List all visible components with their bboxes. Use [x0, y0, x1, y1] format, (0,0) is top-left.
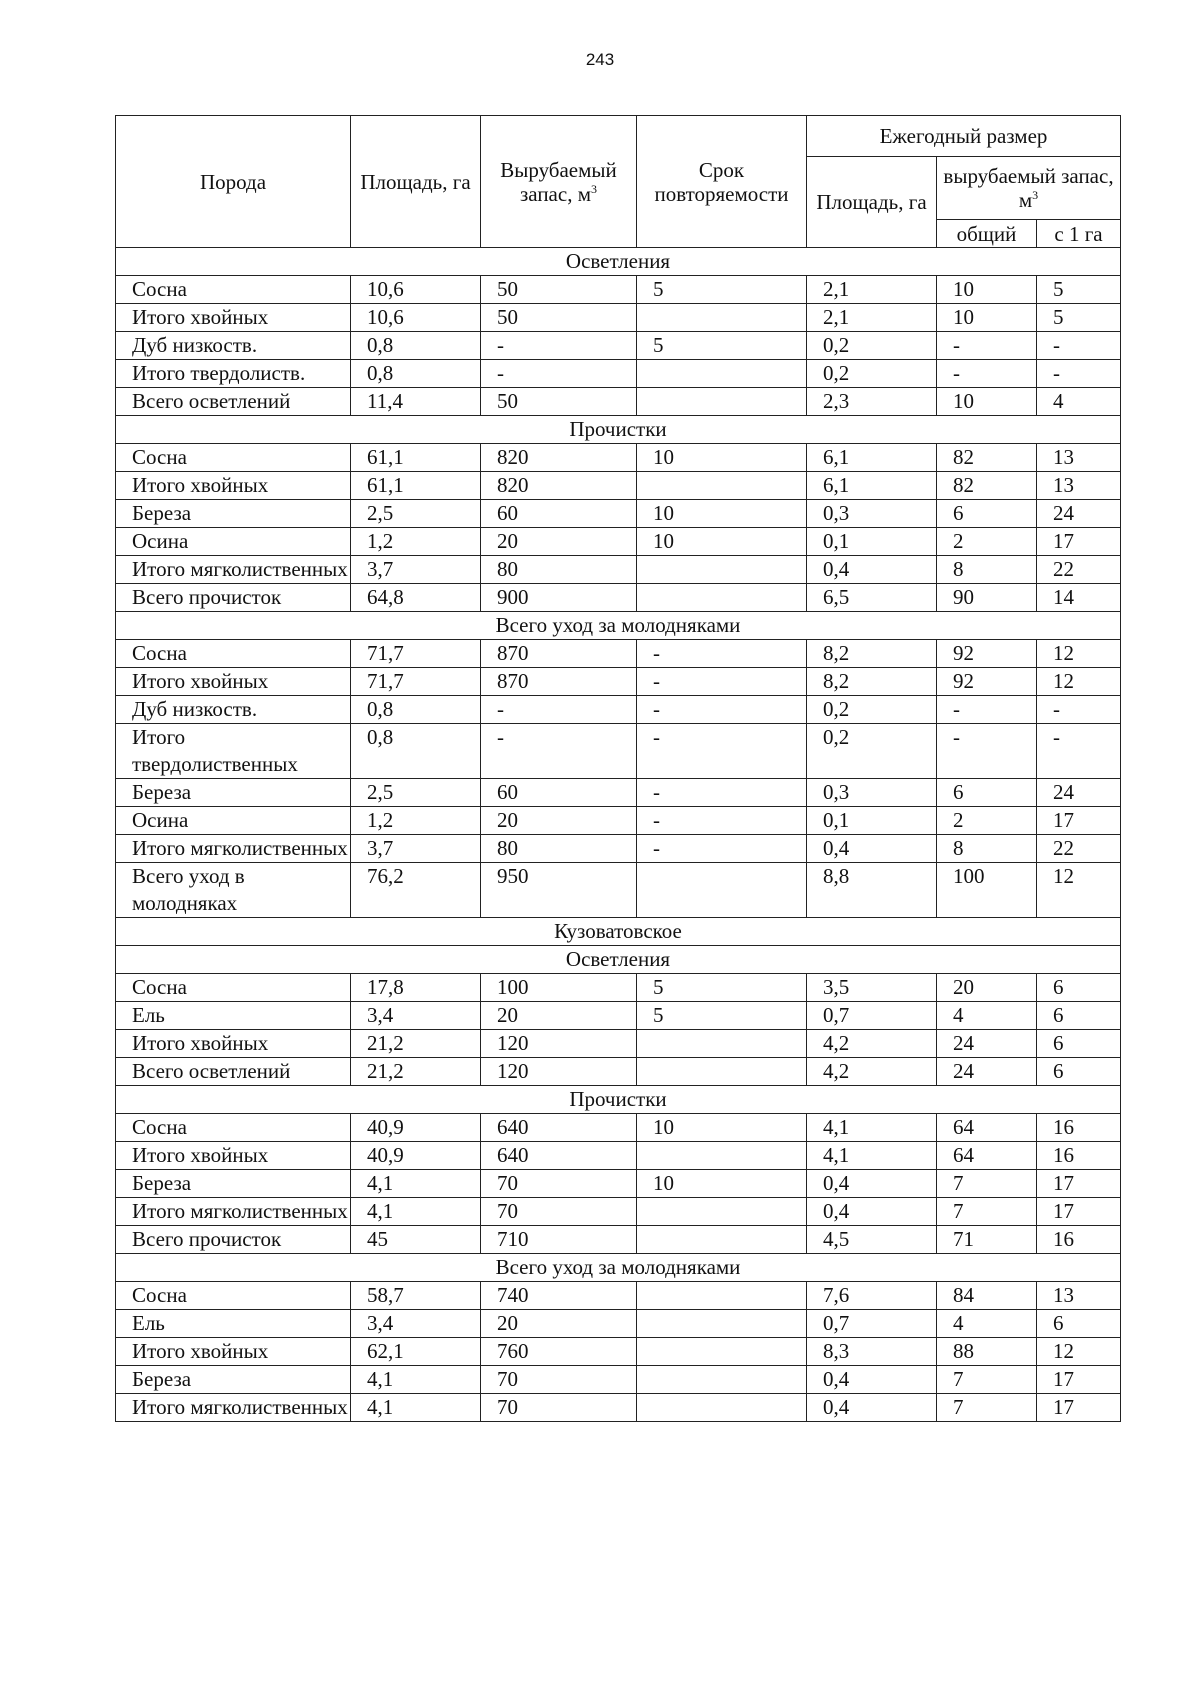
table-row	[116, 1030, 1121, 1058]
table-cell: 0,1	[807, 807, 937, 835]
table-cell: 4	[937, 1002, 1037, 1030]
table-cell: 17	[1037, 1366, 1121, 1394]
table-row	[116, 1226, 1121, 1254]
table-cell: 4,1	[351, 1394, 481, 1422]
table-cell: 71,7	[351, 668, 481, 696]
table-cell: Дуб низкоств.	[116, 332, 351, 360]
table-cell: 5	[637, 332, 807, 360]
table-cell: 17	[1037, 528, 1121, 556]
table-cell: 64,8	[351, 584, 481, 612]
table-cell: 6,1	[807, 472, 937, 500]
table-cell: 50	[481, 276, 637, 304]
table-cell	[637, 1310, 807, 1338]
table-cell: 3,4	[351, 1002, 481, 1030]
table-cell: -	[481, 332, 637, 360]
table-cell: 900	[481, 584, 637, 612]
section-title: Всего уход за молодняками	[116, 1254, 1121, 1282]
section-title: Кузоватовское	[116, 918, 1121, 946]
table-cell: 8,3	[807, 1338, 937, 1366]
table-row	[116, 807, 1121, 835]
table-cell: 2,1	[807, 276, 937, 304]
table-cell: 50	[481, 304, 637, 332]
table-cell: 4,2	[807, 1058, 937, 1086]
table-cell: 90	[937, 584, 1037, 612]
table-cell: 20	[481, 528, 637, 556]
table-cell: -	[637, 835, 807, 863]
table-cell	[637, 1030, 807, 1058]
table-cell: 12	[1037, 1338, 1121, 1366]
table-cell: 8	[937, 835, 1037, 863]
table-cell: Сосна	[116, 276, 351, 304]
table-cell: Итого твердолиств.	[116, 360, 351, 388]
table-cell: -	[637, 779, 807, 807]
table-cell: Береза	[116, 1366, 351, 1394]
table-cell: 4	[937, 1310, 1037, 1338]
table-row	[116, 444, 1121, 472]
table-cell: Итого хвойных	[116, 304, 351, 332]
table-cell: -	[937, 332, 1037, 360]
table-cell: -	[1037, 696, 1121, 724]
table-cell: 10	[637, 528, 807, 556]
table-cell: 61,1	[351, 472, 481, 500]
table-cell: 7	[937, 1170, 1037, 1198]
table-cell: 6	[1037, 1058, 1121, 1086]
table-cell: 2,5	[351, 779, 481, 807]
table-cell: 0,2	[807, 696, 937, 724]
header-zapas-sub-sup: 3	[1032, 188, 1039, 202]
header-zapas-sup: 3	[591, 181, 597, 196]
table-cell: Всего осветлений	[116, 1058, 351, 1086]
header-zapas-text: Вырубаемый запас, м	[500, 157, 617, 206]
table-cell: 8,8	[807, 863, 937, 918]
table-cell: -	[637, 668, 807, 696]
section-title: Осветления	[116, 946, 1121, 974]
table-cell: 80	[481, 835, 637, 863]
table-cell: 4,1	[351, 1170, 481, 1198]
table-cell: 0,7	[807, 1002, 937, 1030]
table-cell: Осина	[116, 807, 351, 835]
table-cell: Всего уход в молодняках	[116, 863, 351, 918]
table-cell: Сосна	[116, 1114, 351, 1142]
section-row	[116, 416, 1121, 444]
table-cell: 6	[1037, 1310, 1121, 1338]
table-cell: -	[481, 696, 637, 724]
table-row	[116, 1310, 1121, 1338]
table-cell: 5	[637, 974, 807, 1002]
table-cell: 92	[937, 640, 1037, 668]
table-row	[116, 1366, 1121, 1394]
table-cell: 16	[1037, 1114, 1121, 1142]
table-cell: 6	[1037, 974, 1121, 1002]
table-cell: 0,8	[351, 724, 481, 779]
table-cell: Береза	[116, 500, 351, 528]
table-cell: 92	[937, 668, 1037, 696]
table-body	[116, 248, 1121, 1422]
table-cell: 70	[481, 1366, 637, 1394]
table-cell: 0,4	[807, 1394, 937, 1422]
table-cell: 6	[937, 500, 1037, 528]
table-cell: 40,9	[351, 1142, 481, 1170]
table-cell: -	[1037, 360, 1121, 388]
table-cell: 820	[481, 444, 637, 472]
table-cell: 710	[481, 1226, 637, 1254]
table-cell: 70	[481, 1170, 637, 1198]
table-cell	[637, 584, 807, 612]
table-cell: 7,6	[807, 1282, 937, 1310]
table-cell: 12	[1037, 640, 1121, 668]
table-cell: 3,7	[351, 835, 481, 863]
table-cell: Итого твердолиственных	[116, 724, 351, 779]
table-row	[116, 1338, 1121, 1366]
table-cell: 45	[351, 1226, 481, 1254]
table-cell: Дуб низкоств.	[116, 696, 351, 724]
table-cell: Итого хвойных	[116, 1142, 351, 1170]
table-row	[116, 1114, 1121, 1142]
table-cell: Ель	[116, 1310, 351, 1338]
table-row	[116, 835, 1121, 863]
table-cell: 20	[481, 1002, 637, 1030]
table-cell: 17	[1037, 1394, 1121, 1422]
table-cell: 0,8	[351, 360, 481, 388]
table-cell: Сосна	[116, 1282, 351, 1310]
table-row	[116, 640, 1121, 668]
table-cell: 20	[481, 807, 637, 835]
table-cell: 50	[481, 388, 637, 416]
table-cell: 11,4	[351, 388, 481, 416]
table-cell: 6	[937, 779, 1037, 807]
table-cell	[637, 1282, 807, 1310]
table-cell: 62,1	[351, 1338, 481, 1366]
table-cell: 4,1	[351, 1198, 481, 1226]
table-cell: 4,1	[807, 1142, 937, 1170]
table-cell: 6,5	[807, 584, 937, 612]
table-cell	[637, 360, 807, 388]
table-cell: 640	[481, 1142, 637, 1170]
table-cell	[637, 1338, 807, 1366]
table-cell: -	[481, 360, 637, 388]
header-srok: Срок повторяемости	[637, 116, 807, 248]
table-cell: 70	[481, 1198, 637, 1226]
table-cell: 64	[937, 1114, 1037, 1142]
forest-care-table	[115, 115, 1121, 1422]
table-cell: 0,4	[807, 1170, 937, 1198]
table-cell	[637, 1198, 807, 1226]
table-cell: -	[637, 696, 807, 724]
table-cell: 13	[1037, 1282, 1121, 1310]
table-cell: Итого мягколиственных	[116, 1198, 351, 1226]
table-row	[116, 528, 1121, 556]
section-row	[116, 918, 1121, 946]
table-row	[116, 863, 1121, 918]
table-cell: 10	[637, 444, 807, 472]
table-cell: Сосна	[116, 640, 351, 668]
table-cell: 2,3	[807, 388, 937, 416]
header-zapas-sub	[937, 157, 1121, 220]
table-cell: Итого хвойных	[116, 668, 351, 696]
table-cell: 1,2	[351, 807, 481, 835]
table-cell: 0,1	[807, 528, 937, 556]
table-header	[116, 116, 1121, 248]
table-cell: 7	[937, 1198, 1037, 1226]
table-cell	[637, 863, 807, 918]
table-cell: 22	[1037, 835, 1121, 863]
table-cell: 5	[1037, 276, 1121, 304]
table-cell: 870	[481, 668, 637, 696]
table-cell: 14	[1037, 584, 1121, 612]
table-cell: 10,6	[351, 304, 481, 332]
table-cell: 5	[637, 1002, 807, 1030]
table-cell	[637, 1058, 807, 1086]
table-row	[116, 388, 1121, 416]
table-cell: -	[937, 724, 1037, 779]
table-cell: Итого мягколиственных	[116, 835, 351, 863]
table-cell: 17	[1037, 1198, 1121, 1226]
table-cell: 5	[637, 276, 807, 304]
table-cell: 58,7	[351, 1282, 481, 1310]
header-ezhegodny: Ежегодный размер	[807, 116, 1121, 157]
table-cell: 6	[1037, 1030, 1121, 1058]
table-row	[116, 668, 1121, 696]
table-cell: 76,2	[351, 863, 481, 918]
table-cell: 10	[637, 1114, 807, 1142]
table-cell: 8	[937, 556, 1037, 584]
table-cell	[637, 472, 807, 500]
table-row	[116, 584, 1121, 612]
table-cell: 4,1	[351, 1366, 481, 1394]
table-cell: 20	[481, 1310, 637, 1338]
table-cell: 6	[1037, 1002, 1121, 1030]
header-zapas-sub-text: вырубаемый запас, м	[943, 164, 1114, 212]
table-cell: -	[1037, 724, 1121, 779]
table-cell: -	[637, 807, 807, 835]
table-cell: 10	[637, 1170, 807, 1198]
table-cell: Всего прочисток	[116, 1226, 351, 1254]
table-cell: 0,2	[807, 332, 937, 360]
table-row	[116, 472, 1121, 500]
table-cell: 0,2	[807, 360, 937, 388]
table-cell: 22	[1037, 556, 1121, 584]
table-cell: 0,7	[807, 1310, 937, 1338]
table-cell: 8,2	[807, 668, 937, 696]
table-cell: 10,6	[351, 276, 481, 304]
table-cell: 71	[937, 1226, 1037, 1254]
table-cell: 71,7	[351, 640, 481, 668]
table-row	[116, 1282, 1121, 1310]
table-cell: 20	[937, 974, 1037, 1002]
table-cell: 40,9	[351, 1114, 481, 1142]
table-cell: 64	[937, 1142, 1037, 1170]
table-cell: 3,7	[351, 556, 481, 584]
table-cell: 24	[1037, 779, 1121, 807]
table-cell: 0,4	[807, 1198, 937, 1226]
table-cell: 7	[937, 1366, 1037, 1394]
table-cell: 4,2	[807, 1030, 937, 1058]
table-row	[116, 1394, 1121, 1422]
table-cell: -	[937, 696, 1037, 724]
table-cell: 870	[481, 640, 637, 668]
table-cell: 2,5	[351, 500, 481, 528]
table-cell: Береза	[116, 1170, 351, 1198]
table-cell: 0,2	[807, 724, 937, 779]
table-row	[116, 304, 1121, 332]
section-row	[116, 248, 1121, 276]
table-cell: 120	[481, 1030, 637, 1058]
table-cell: Итого хвойных	[116, 1338, 351, 1366]
table-cell: -	[1037, 332, 1121, 360]
table-cell: 10	[937, 388, 1037, 416]
table-cell: 4	[1037, 388, 1121, 416]
table-cell: 82	[937, 472, 1037, 500]
section-row	[116, 1086, 1121, 1114]
table-row	[116, 332, 1121, 360]
table-cell: Итого мягколиственных	[116, 1394, 351, 1422]
table-cell: 10	[637, 500, 807, 528]
table-cell: 12	[1037, 863, 1121, 918]
header-zapas	[481, 116, 637, 248]
table-row	[116, 1170, 1121, 1198]
table-row	[116, 1002, 1121, 1030]
table-row	[116, 1198, 1121, 1226]
section-row	[116, 612, 1121, 640]
table-row	[116, 1142, 1121, 1170]
table-cell: Сосна	[116, 444, 351, 472]
table-row	[116, 500, 1121, 528]
table-row	[116, 360, 1121, 388]
table-cell: 17,8	[351, 974, 481, 1002]
table-cell: 3,5	[807, 974, 937, 1002]
table-cell: 60	[481, 500, 637, 528]
table-cell: Итого мягколиственных	[116, 556, 351, 584]
table-cell	[637, 304, 807, 332]
table-cell: 640	[481, 1114, 637, 1142]
table-cell: Итого хвойных	[116, 1030, 351, 1058]
table-cell	[637, 556, 807, 584]
table-cell: 0,3	[807, 500, 937, 528]
table-cell: 21,2	[351, 1030, 481, 1058]
table-cell: -	[937, 360, 1037, 388]
table-cell: 16	[1037, 1226, 1121, 1254]
table-cell	[637, 1366, 807, 1394]
table-row	[116, 974, 1121, 1002]
table-cell: 4,1	[807, 1114, 937, 1142]
table-cell: Осина	[116, 528, 351, 556]
table-cell: -	[637, 724, 807, 779]
table-cell: -	[481, 724, 637, 779]
table-cell: 8,2	[807, 640, 937, 668]
section-title: Прочистки	[116, 416, 1121, 444]
table-row	[116, 276, 1121, 304]
table-cell: 2	[937, 807, 1037, 835]
table-cell: 70	[481, 1394, 637, 1422]
table-cell: 820	[481, 472, 637, 500]
table-cell: -	[637, 640, 807, 668]
table-cell: 6,1	[807, 444, 937, 472]
table-cell: 950	[481, 863, 637, 918]
table-cell: 88	[937, 1338, 1037, 1366]
table-row	[116, 556, 1121, 584]
table-cell: 17	[1037, 1170, 1121, 1198]
table-cell: 740	[481, 1282, 637, 1310]
table-cell: 0,8	[351, 332, 481, 360]
table-cell	[637, 1142, 807, 1170]
table-row	[116, 779, 1121, 807]
table-cell: 84	[937, 1282, 1037, 1310]
table-cell: 100	[937, 863, 1037, 918]
table-cell: 61,1	[351, 444, 481, 472]
header-ploshad-sub: Площадь, га	[807, 157, 937, 248]
table-cell	[637, 388, 807, 416]
section-row	[116, 1254, 1121, 1282]
header-s1ga: с 1 га	[1037, 220, 1121, 248]
table-cell: Всего осветлений	[116, 388, 351, 416]
table-cell: 10	[937, 276, 1037, 304]
table-cell: Итого хвойных	[116, 472, 351, 500]
table-cell: Всего прочисток	[116, 584, 351, 612]
header-poroda: Порода	[116, 116, 351, 248]
table-cell: 24	[937, 1058, 1037, 1086]
section-title: Осветления	[116, 248, 1121, 276]
table-cell: 82	[937, 444, 1037, 472]
table-cell: 120	[481, 1058, 637, 1086]
table-cell: 100	[481, 974, 637, 1002]
table-cell: 0,4	[807, 835, 937, 863]
table-cell: 0,4	[807, 556, 937, 584]
table-cell: 1,2	[351, 528, 481, 556]
table-cell: 80	[481, 556, 637, 584]
table-cell: 5	[1037, 304, 1121, 332]
page-number: 243	[585, 50, 615, 69]
table-cell: 4,5	[807, 1226, 937, 1254]
section-title: Прочистки	[116, 1086, 1121, 1114]
table-cell: 60	[481, 779, 637, 807]
table-cell: 17	[1037, 807, 1121, 835]
table-cell: 10	[937, 304, 1037, 332]
table-cell: 13	[1037, 472, 1121, 500]
table-cell	[637, 1226, 807, 1254]
table-cell: 0,8	[351, 696, 481, 724]
table-cell: 12	[1037, 668, 1121, 696]
table-cell: 24	[1037, 500, 1121, 528]
section-title: Всего уход за молодняками	[116, 612, 1121, 640]
table-row	[116, 724, 1121, 779]
table-cell: 0,4	[807, 1366, 937, 1394]
table-cell: Сосна	[116, 974, 351, 1002]
table-cell	[637, 1394, 807, 1422]
header-ploshad: Площадь, га	[351, 116, 481, 248]
table-cell: Береза	[116, 779, 351, 807]
table-cell: Ель	[116, 1002, 351, 1030]
table-cell: 13	[1037, 444, 1121, 472]
table-cell: 16	[1037, 1142, 1121, 1170]
table-cell: 21,2	[351, 1058, 481, 1086]
table-cell: 2	[937, 528, 1037, 556]
table-cell: 760	[481, 1338, 637, 1366]
table-cell: 7	[937, 1394, 1037, 1422]
section-row	[116, 946, 1121, 974]
table-cell: 24	[937, 1030, 1037, 1058]
table-cell: 0,3	[807, 779, 937, 807]
table-cell: 3,4	[351, 1310, 481, 1338]
table-cell: 2,1	[807, 304, 937, 332]
table-row	[116, 1058, 1121, 1086]
header-obshiy: общий	[937, 220, 1037, 248]
table-row	[116, 696, 1121, 724]
